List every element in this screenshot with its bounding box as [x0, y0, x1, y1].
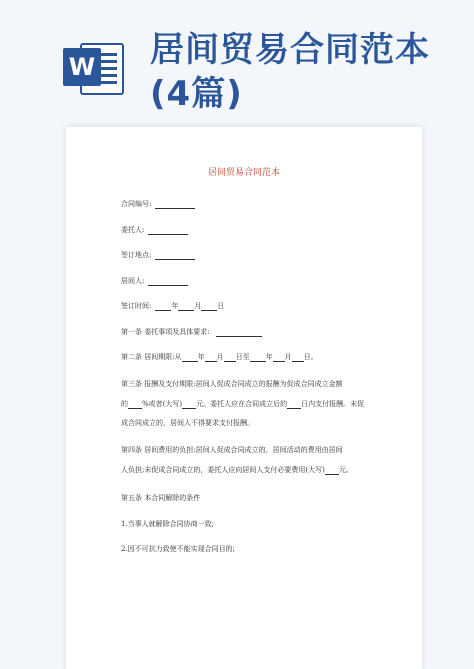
month-label: 月 — [194, 302, 202, 310]
clause-4-line-2 — [121, 465, 353, 475]
year-label: 年 — [197, 353, 205, 361]
year-label: 年 — [171, 302, 179, 310]
clause-5-item-1: 1.当事人就解除合同协商一致; — [121, 520, 215, 528]
clause-5-title: 第五条 本合同解除的条件 — [121, 494, 201, 502]
clause-3-text: 日内支付报酬。未促 — [301, 400, 365, 408]
clause-4-text: 元。 — [338, 466, 353, 474]
client-line — [121, 225, 188, 235]
blank-field — [128, 400, 142, 409]
blank-field — [205, 353, 217, 362]
blank-field — [292, 353, 304, 362]
clause-3-line-1: 第三条 报酬及支付期限:居间人促成合同成立的报酬为促成合同成立金额 — [121, 380, 343, 388]
clause-1-text: 第一条 委托事项及具体要求: — [121, 328, 210, 336]
word-file-icon — [63, 38, 125, 98]
word-letter-tile: W — [63, 48, 101, 86]
blank-field — [178, 302, 194, 311]
clause-5-item-2: 2.因不可抗力致使不能实现合同目的; — [121, 545, 236, 553]
document-page — [66, 127, 422, 669]
clause-2 — [121, 352, 318, 362]
blank-field — [182, 353, 198, 362]
clause-4-line-1: 第四条 居间费用的负担:居间人促成合同成立的，居间活动的费用由居间 — [121, 446, 343, 454]
blank-field — [325, 466, 339, 475]
intermediary-label: 居间人: — [121, 277, 145, 285]
blank-field — [250, 353, 266, 362]
contract-number-line — [121, 199, 195, 209]
blank-field — [224, 353, 236, 362]
blank-field — [148, 226, 188, 235]
clause-3-text: %或者(大写) — [142, 400, 183, 408]
blank-field — [155, 251, 195, 260]
intermediary-line — [121, 276, 188, 286]
contract-number-label: 合同编号: — [121, 200, 152, 208]
blank-field — [182, 400, 196, 409]
clause-2-text: 第二条 居间期限:从 — [121, 353, 182, 361]
blank-field — [287, 400, 301, 409]
blank-field — [155, 200, 195, 209]
day-label: 日。 — [303, 353, 318, 361]
clause-3-line-3: 成合同成立的，居间人不得要求支付报酬。 — [121, 419, 254, 427]
clause-4-text: 人负担;未促成合同成立的，委托人应向居间人支付必要费用(大写) — [121, 466, 325, 474]
year-label: 年 — [265, 353, 273, 361]
sign-place-line — [121, 250, 195, 260]
sign-place-label: 签订地点: — [121, 251, 152, 259]
day-label: 日至 — [235, 353, 250, 361]
clause-1 — [121, 327, 262, 337]
client-label: 委托人: — [121, 226, 145, 234]
document-title: 居间贸易合同范本 — [207, 168, 280, 178]
blank-field — [148, 277, 188, 286]
clause-3-line-2 — [121, 399, 364, 409]
blank-field — [201, 302, 217, 311]
sign-time-line — [121, 301, 224, 311]
month-label: 月 — [284, 353, 292, 361]
blank-field — [273, 353, 285, 362]
clause-3-text: 的 — [121, 400, 128, 408]
page-title: 居间贸易合同范本(4篇) — [150, 30, 430, 114]
day-label: 日 — [217, 302, 225, 310]
blank-field — [155, 302, 171, 311]
month-label: 月 — [216, 353, 224, 361]
blank-field — [216, 328, 262, 337]
sign-time-label: 签订时间: — [121, 302, 152, 310]
clause-3-text: 元。委托人应在合同成立后的 — [196, 400, 288, 408]
